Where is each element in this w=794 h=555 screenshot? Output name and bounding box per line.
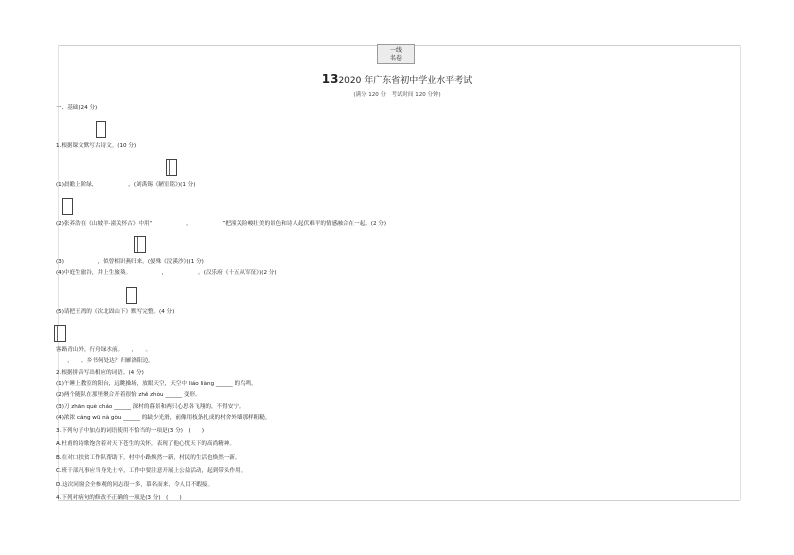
image-placeholder <box>126 287 137 304</box>
exam-number: 13 <box>321 72 339 86</box>
option-line: D.这次同窗会全参观的同志很一多，慕名而来，令人目不暇接。 <box>56 482 214 488</box>
question-line: 3.下列句子中加点的词语使用不恰当的一项是(3 分) ( ) <box>56 428 205 434</box>
image-placeholder <box>54 325 66 342</box>
answer-line: ， 。乡书何处达？归雁洛阳边。 <box>56 358 154 364</box>
question-line: (1)午睡上教室的阳台，远眺操场，放眼天空，天空中 liáo liàng ______ 的鸟鸣。 <box>56 381 257 387</box>
question-line: (5)请把王湾的《次北固山下》默写完整。(4 分) <box>56 309 175 315</box>
question-line: (4)浓浓 cáng wū nà gòu ______ 的缺少光滑，前像用枝条扎成的村舍外墙那样粗糙。 <box>56 415 271 421</box>
badge-line-2: 名卷 <box>389 55 402 62</box>
answer-line: 客路青山外，行舟绿水前。 ， 。 <box>56 347 152 353</box>
right-rule <box>740 45 741 500</box>
option-line: B.在对口扶贫工作队帮助下，村中小路焕然一新，村民的生活也焕然一新。 <box>56 455 241 461</box>
image-placeholder <box>62 198 73 215</box>
page-title <box>0 72 794 86</box>
question-line: (4)中庭生旅谷，井上生旅葵。 ， 。(汉乐府《十五从军征》)(2 分) <box>56 270 277 276</box>
question-line: 4.下列对病句的修改不正确的一项是(3 分) ( ) <box>56 495 182 501</box>
exam-subtitle: (满分 120 分 考试时间 120 分钟) <box>353 92 441 98</box>
option-line: A.杜甫的诗歌饱含着对天下苍生的关怀，表现了他心忧天下的高尚精神。 <box>56 441 235 447</box>
image-placeholder <box>166 159 177 176</box>
section-heading: 一、基础(24 分) <box>56 105 98 111</box>
exam-title: 2020 年广东省初中学业水平考试 <box>338 76 473 86</box>
image-placeholder <box>134 236 146 253</box>
image-placeholder <box>96 121 106 138</box>
question-line: 2.根据拼音写出相应的词语。(4 分) <box>56 370 144 376</box>
question-line: 1.根据课文默写古诗文。(10 分) <box>56 143 137 149</box>
badge-line-1: 一线 <box>389 47 402 54</box>
question-line: (3) ，似曾相识燕归来。(晏殊《浣溪沙》)(1 分) <box>56 259 204 265</box>
question-line: (2)张养浩在《山坡羊·潼关怀古》中用“ ， ”把潼关险峻壮美的景色和诗人起伏难平的情感融合在一起。(2 分) <box>56 221 387 227</box>
option-line: C.班干部凡事应当身先士卒，工作中要注意开展上公益活动，起到带头作用。 <box>56 468 247 474</box>
question-line: (3)刀 zhān què cháo ______ 深村的暮景和两只心思各飞翔的，不得安宁。 <box>56 404 245 410</box>
question-line: (2)两个随队在那里聚合开着很怡 zhě zhòu ______ 变形。 <box>56 392 201 398</box>
exam-badge <box>377 44 415 64</box>
question-line: (1)晨瞻上阶绿， 。(刘禹锡《陋室铭》)(1 分) <box>56 182 196 188</box>
